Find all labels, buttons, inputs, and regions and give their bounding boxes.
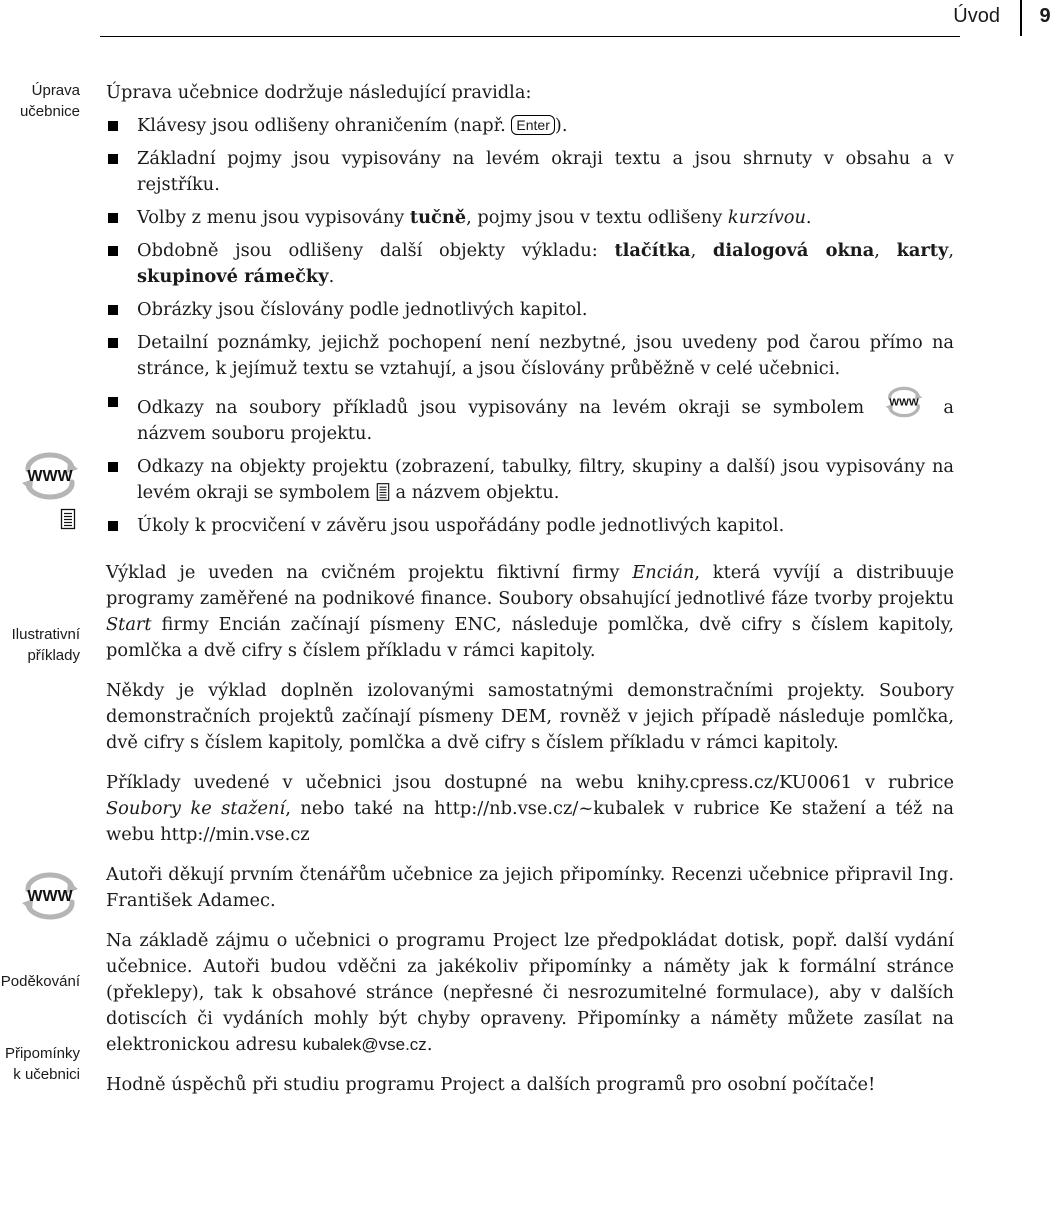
list-item: Volby z menu jsou vypisovány tučně, pojmy jsou v textu odlišeny kurzívou. [106,205,954,231]
bullet [108,213,118,223]
enter-key: Enter [511,115,554,135]
www-icon [20,876,80,916]
bullet [108,338,118,348]
margin-label-ilustrativni: Ilustrativní příklady [11,626,80,664]
bullet [108,121,118,131]
email-address: kubalek@vse.cz [302,1035,427,1054]
page-number: 9 [1039,5,1051,27]
margin-label-pripominky: Připomínky k učebnici [4,1045,80,1083]
list-item: Odkazy na objekty projektu (zobrazení, tabulky, filtry, skupiny a další) jsou vypisovány na levém okraji se symbolem a názvem objektu. [106,454,954,506]
paragraph-demo: Někdy je výklad doplněn izolovanými samostatnými demonstračními projekty. Soubory demonstračních projektů začínají písmeny DEM, rovněž v jejich případě následuje pomlčka, dvě cifry s číslem kapitoly, pomlčka a dvě cifry s číslem příkladu v rámci kapitoly. [106,680,954,753]
bullet [108,462,118,472]
rules-list [106,113,954,539]
paragraph-priklady: Příklady uvedené v učebnici jsou dostupné na webu knihy.cpress.cz/KU0061 v rubrice Soubory ke stažení, nebo také na http://nb.vse.cz/~kubalek v rubrice Ke stažení a též na webu http://min.vse.cz [106,772,954,845]
running-header [100,0,1051,37]
paragraph-podekovani: Autoři děkují prvním čtenářům učebnice za jejich připomínky. Recenzi učebnice připravil Ing. František Adamec. [106,864,954,911]
list-item: Odkazy na soubory příkladů jsou vypisovány na levém okraji se symbolem a názvem souboru projektu. [106,389,954,447]
document-object-icon [60,508,76,530]
paragraph-projekt: Výklad je uveden na cvičném projektu fiktivní firmy Encián, která vyvíjí a distribuuje programy zaměřené na podnikové finance. Soubory obsahující jednotlivé fáze tvorby projektu Start firmy Encián začínají písmeny ENC, následuje pomlčka, dvě cifry s číslem kapitoly, pomlčka a dvě cifry s číslem příkladu v rámci kapitoly. [106,562,954,661]
main-text [106,80,954,1098]
paragraph-pripominky: Na základě zájmu o učebnici o programu Project lze předpokládat dotisk, popř. další vydání učebnice. Autoři budou vděčni za jakékoliv připomínky a náměty jak k formální stránce (překlepy), tak k obsahové stránce (nepřesné či nesrozumitelné formulace), aby v dalších dotiscích či vydáních mohly být chyby opraveny. Připomínky a náměty můžete zasílat na elektronickou adresu kubalek@vse.cz. [106,930,954,1055]
margin-label-podekovani: Poděkování [0,973,80,990]
paragraph-zaver: Hodně úspěchů při studiu programu Project a dalších programů pro osobní počítače! [106,1074,876,1095]
www-icon [20,456,80,496]
list-item: Detailní poznámky, jejichž pochopení není nezbytné, jsou uvedeny pod čarou přímo na stránce, k jejímuž textu se vztahují, a jsou číslovány průběžně v celé učebnici. [106,330,954,382]
list-item: Úkoly k procvičení v závěru jsou uspořádány podle jednotlivých kapitol. [106,513,954,539]
intro: Úprava učebnice dodržuje následující pravidla: [106,82,532,103]
margin-label-uprava: Úprava učebnice [19,82,80,120]
list-item: Obdobně jsou odlišeny další objekty výkladu: tlačítka, dialogová okna, karty, skupinové rámečky. [106,238,954,290]
header-separator [1020,0,1022,36]
list-item: Klávesy jsou odlišeny ohraničením (např. Enter ). [106,113,954,139]
list-item: Základní pojmy jsou vypisovány na levém okraji textu a jsou shrnuty v obsahu a v rejstříku. [106,146,954,198]
bullet [108,246,118,256]
www-icon [876,389,932,415]
bullet [108,521,118,531]
bullet [108,305,118,315]
bullet [108,397,118,407]
document-object-icon [376,482,390,502]
list-item: Obrázky jsou číslovány podle jednotlivých kapitol. [106,297,954,323]
bullet [108,154,118,164]
header-title: Úvod [953,5,1000,27]
